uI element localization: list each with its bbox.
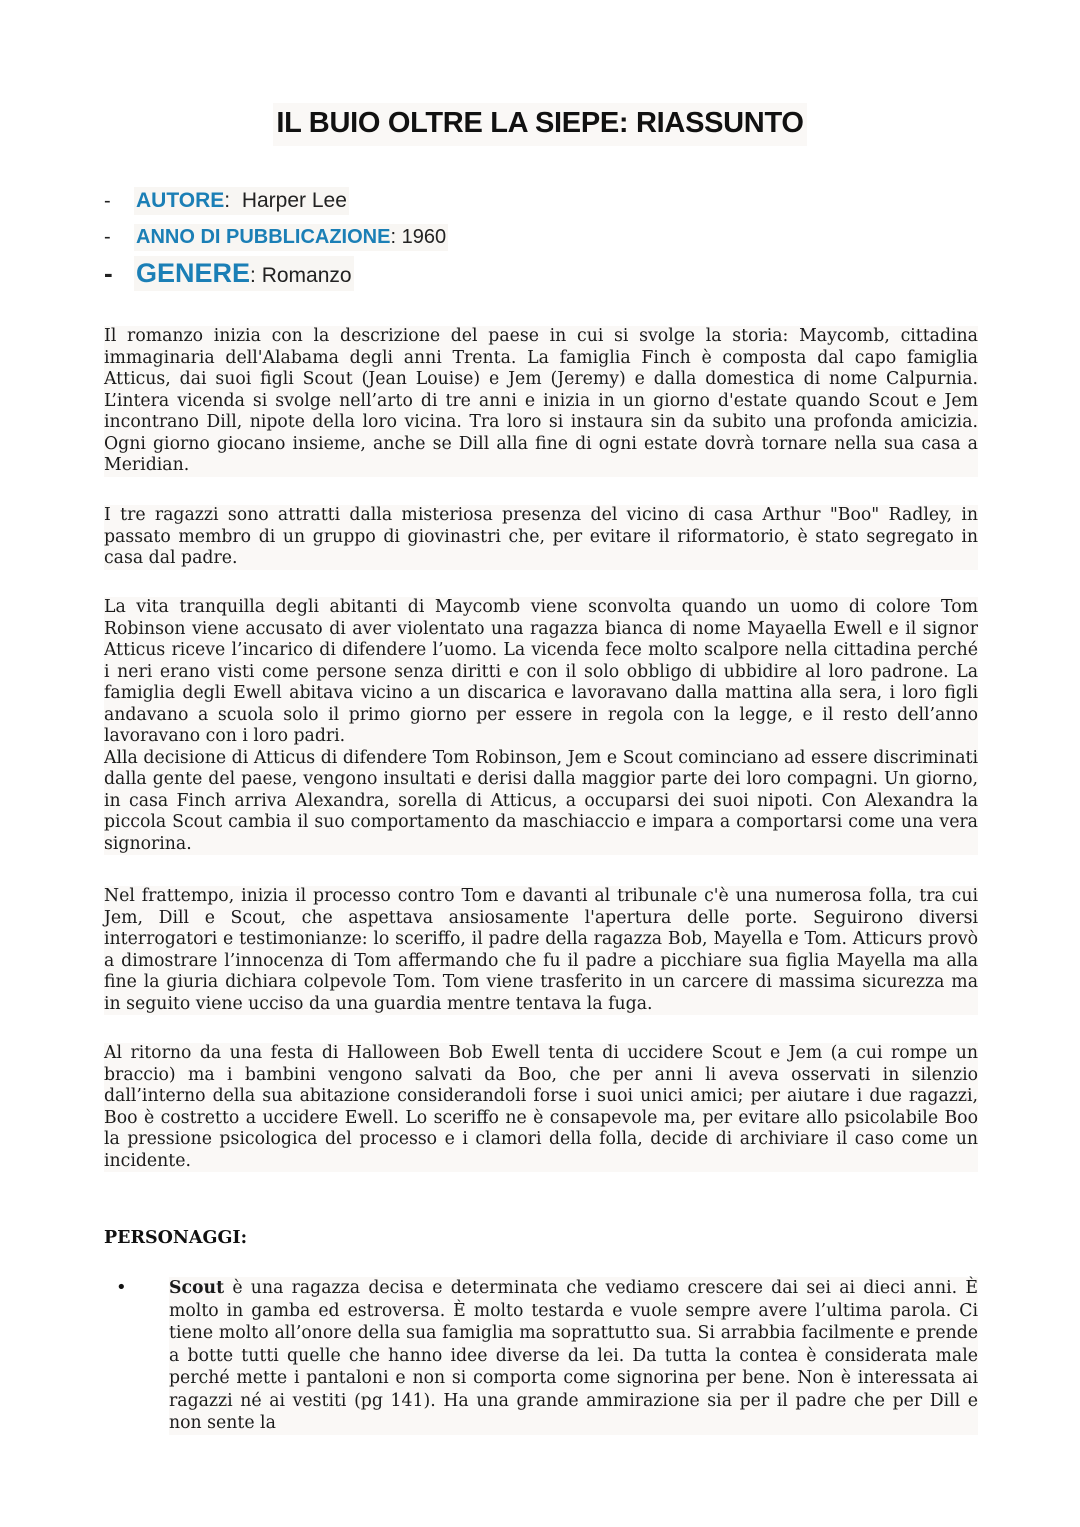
- publication-year-content: [134, 224, 448, 251]
- author-value: Harper Lee: [241, 189, 347, 212]
- list-dash: -: [104, 189, 111, 212]
- genre-content: [134, 256, 354, 291]
- author-separator: :: [224, 189, 242, 212]
- characters-list: [104, 1277, 978, 1435]
- character-item: [104, 1277, 978, 1435]
- list-dash: -: [104, 257, 113, 288]
- paragraph-text: La vita tranquilla degli abitanti di Maycomb viene sconvolta quando un uomo di colore Tom Robinson viene accusato di aver violentato una ragazza bianca di nome Mayaella Ewell e il signor Atticus riceve l’incarico di difendere l’uomo. La vicenda fece molto scalpore nella cittadina perché i neri erano visti come persone senza diritti e con il solo obbligo di ubbidire al loro padrone. La famiglia degli Ewell abitava vicino a un discarica e lavoravano dalla mattina alla sera, i loro figli andavano a scuola solo il primo giorno per essere in regola con la legge, e il resto dell’anno lavoravano con i loro padri.: [104, 597, 978, 746]
- character-description: [169, 1277, 978, 1435]
- book-info-list: [104, 183, 448, 291]
- summary-paragraph-2: [104, 505, 978, 570]
- paragraph-text: I tre ragazzi sono attratti dalla misteriosa presenza del vicino di casa Arthur "Boo" Radley, in passato membro di un gruppo di giovinastri che, per evitare il riformatorio, è stato segregato in casa dal padre.: [104, 505, 978, 568]
- paragraph-text: Alla decisione di Atticus di difendere Tom Robinson, Jem e Scout cominciano ad essere discriminati dalla gente del paese, vengono insultati e derisi dalla maggior parte dei loro compagni. Un giorno, in casa Finch arriva Alexandra, sorella di Atticus, a occuparsi dei suoi nipoti. Con Alexandra la piccola Scout cambia il suo comportamento da maschiaccio e impara a comportarsi come una vera signorina.: [104, 747, 978, 854]
- title-container: [0, 103, 1080, 146]
- publication-year-row: [104, 219, 448, 255]
- paragraph-text: Il romanzo inizia con la descrizione del paese in cui si svolge la storia: Maycomb, cittadina immaginaria dell'Alabama degli anni Trenta. La famiglia Finch è composta dal capo famiglia Atticus, dai suoi figli Scout (Jean Louise) e Jem (Jeremy) e dalla domestica di nome Calpurnia. L’intera vicenda si svolge nell’arto di tre anni e inizia in un giorno d'estate quando Scout e Jem incontrano Dill, nipote della loro vicina. Tra loro si instaura sin da subito una profonda amicizia. Ogni giorno giocano insieme, anche se Dill alla fine di ogni estate dovrà tornare nella sua casa a Meridian.: [104, 326, 978, 475]
- publication-year-value: 1960: [401, 225, 447, 248]
- list-dash: -: [104, 225, 111, 248]
- paragraph-text: Nel frattempo, inizia il processo contro Tom e davanti al tribunale c'è una numerosa folla, tra cui Jem, Dill e Scout, che aspettava ansiosamente l'apertura delle porte. Seguirono diversi interrogatori e testimonianze: lo sceriffo, il padre della ragazza Bob, Mayella e Tom. Atticurs provò a dimostrare l’innocenza di Tom affermando che fu il padre a picchiare sua figlia Mayella ma alla fine la giuria dichiara colpevole Tom. Tom viene trasferito in un carcere di massima sicurezza ma in seguito viene ucciso da una guardia mentre tentava la fuga.: [104, 886, 978, 1014]
- genre-row: [104, 255, 448, 291]
- summary-paragraph-5: [104, 1043, 978, 1172]
- genre-value: Romanzo: [261, 263, 352, 287]
- summary-paragraph-3: [104, 597, 978, 855]
- publication-year-label: ANNO DI PUBBLICAZIONE: [136, 225, 391, 248]
- document-title: IL BUIO OLTRE LA SIEPE: RIASSUNTO: [273, 103, 806, 146]
- author-content: [134, 187, 349, 215]
- author-row: [104, 183, 448, 219]
- publication-year-separator: :: [390, 225, 402, 248]
- genre-separator: :: [250, 263, 262, 287]
- character-name: Scout: [169, 1278, 225, 1298]
- author-label: AUTORE: [136, 189, 225, 212]
- summary-paragraph-1: [104, 326, 978, 477]
- bullet-icon: •: [116, 1277, 127, 1298]
- summary-paragraph-4: [104, 886, 978, 1015]
- genre-label: GENERE: [136, 257, 251, 288]
- character-text: è una ragazza decisa e determinata che vediamo crescere dai sei ai dieci anni. È molto in gamba ed estroversa. È molto testarda e vuole sempre avere l’ultima parola. Ci tiene molto all’onore della sua famiglia ma soprattutto sua. Si arrabbia facilmente e prende a botte tutti quelle che hanno idee diverse da lei. Da tutta la contea è considerata male perché mette i pantaloni e non si comporta come signorina per bene. Non è interessata ai ragazzi né ai vestiti (pg 141). Ha una grande ammirazione sia per il padre che per Dill e non sente la: [169, 1278, 978, 1433]
- characters-heading: PERSONAGGI:: [104, 1228, 248, 1248]
- paragraph-text: Al ritorno da una festa di Halloween Bob Ewell tenta di uccidere Scout e Jem (a cui rompe un braccio) ma i bambini vengono salvati da Boo, che per anni li aveva osservati in silenzio dall’interno della sua abitazione considerandoli forse i suoi unici amici; per aiutare i due ragazzi, Boo è costretto a uccidere Ewell. Lo sceriffo ne è consapevole ma, per evitare allo psicolabile Boo la pressione psicologica del processo e i clamori della folla, decide di archiviare il caso come un incidente.: [104, 1043, 978, 1171]
